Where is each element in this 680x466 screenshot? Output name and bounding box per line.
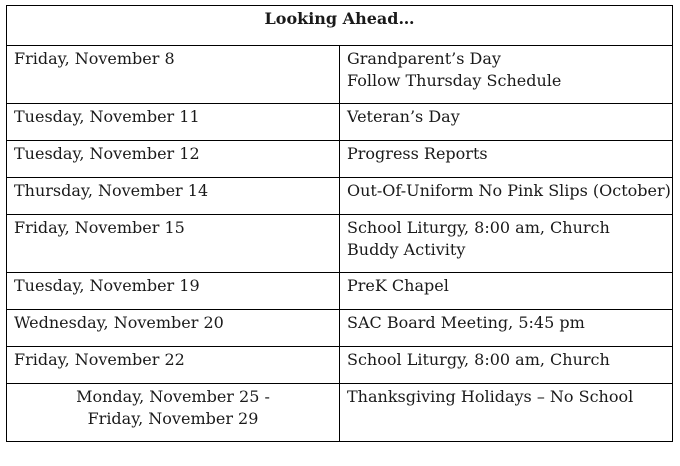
table-row (7, 178, 673, 215)
event-cell (340, 141, 673, 178)
date-cell (7, 178, 340, 215)
date-text: Friday, November 22 (14, 350, 185, 369)
date-text: Friday, November 29 (87, 409, 259, 428)
looking-ahead-table (6, 5, 673, 442)
event-text: Progress Reports (347, 144, 488, 163)
date-text: Tuesday, November 12 (14, 144, 200, 163)
date-cell (7, 141, 340, 178)
table-row (7, 273, 673, 310)
date-cell (7, 46, 340, 104)
event-text: Veteran’s Day (347, 107, 460, 126)
event-text: Out-Of-Uniform No Pink Slips (October) (347, 181, 671, 200)
event-cell (340, 46, 673, 104)
event-cell (340, 215, 673, 273)
date-text: Friday, November 15 (14, 218, 185, 237)
date-text: Thursday, November 14 (14, 181, 209, 200)
event-cell (340, 104, 673, 141)
table-header-row (7, 6, 673, 46)
event-cell (340, 273, 673, 310)
event-cell (340, 384, 673, 442)
date-text: Wednesday, November 20 (14, 313, 224, 332)
event-text: Grandparent’s Day (347, 49, 501, 68)
date-cell (7, 215, 340, 273)
table-row (7, 46, 673, 104)
table-row (7, 310, 673, 347)
event-cell (340, 310, 673, 347)
date-cell (7, 310, 340, 347)
event-text: Thanksgiving Holidays – No School (347, 387, 634, 406)
event-text: School Liturgy, 8:00 am, Church (347, 218, 610, 237)
table-row (7, 347, 673, 384)
date-cell (7, 347, 340, 384)
date-text: Tuesday, November 11 (14, 107, 200, 126)
table-title: Looking Ahead… (7, 6, 673, 46)
date-cell (7, 384, 340, 442)
event-text: Buddy Activity (347, 240, 466, 259)
event-text: School Liturgy, 8:00 am, Church (347, 350, 610, 369)
date-text: Monday, November 25 - (76, 387, 270, 406)
event-text: SAC Board Meeting, 5:45 pm (347, 313, 585, 332)
table-row (7, 104, 673, 141)
date-cell (7, 104, 340, 141)
event-cell (340, 178, 673, 215)
event-cell (340, 347, 673, 384)
table-row (7, 141, 673, 178)
event-text: PreK Chapel (347, 276, 449, 295)
date-cell (7, 273, 340, 310)
table-row (7, 215, 673, 273)
date-text: Friday, November 8 (14, 49, 175, 68)
table-row (7, 384, 673, 442)
date-text: Tuesday, November 19 (14, 276, 200, 295)
event-text: Follow Thursday Schedule (347, 71, 562, 90)
